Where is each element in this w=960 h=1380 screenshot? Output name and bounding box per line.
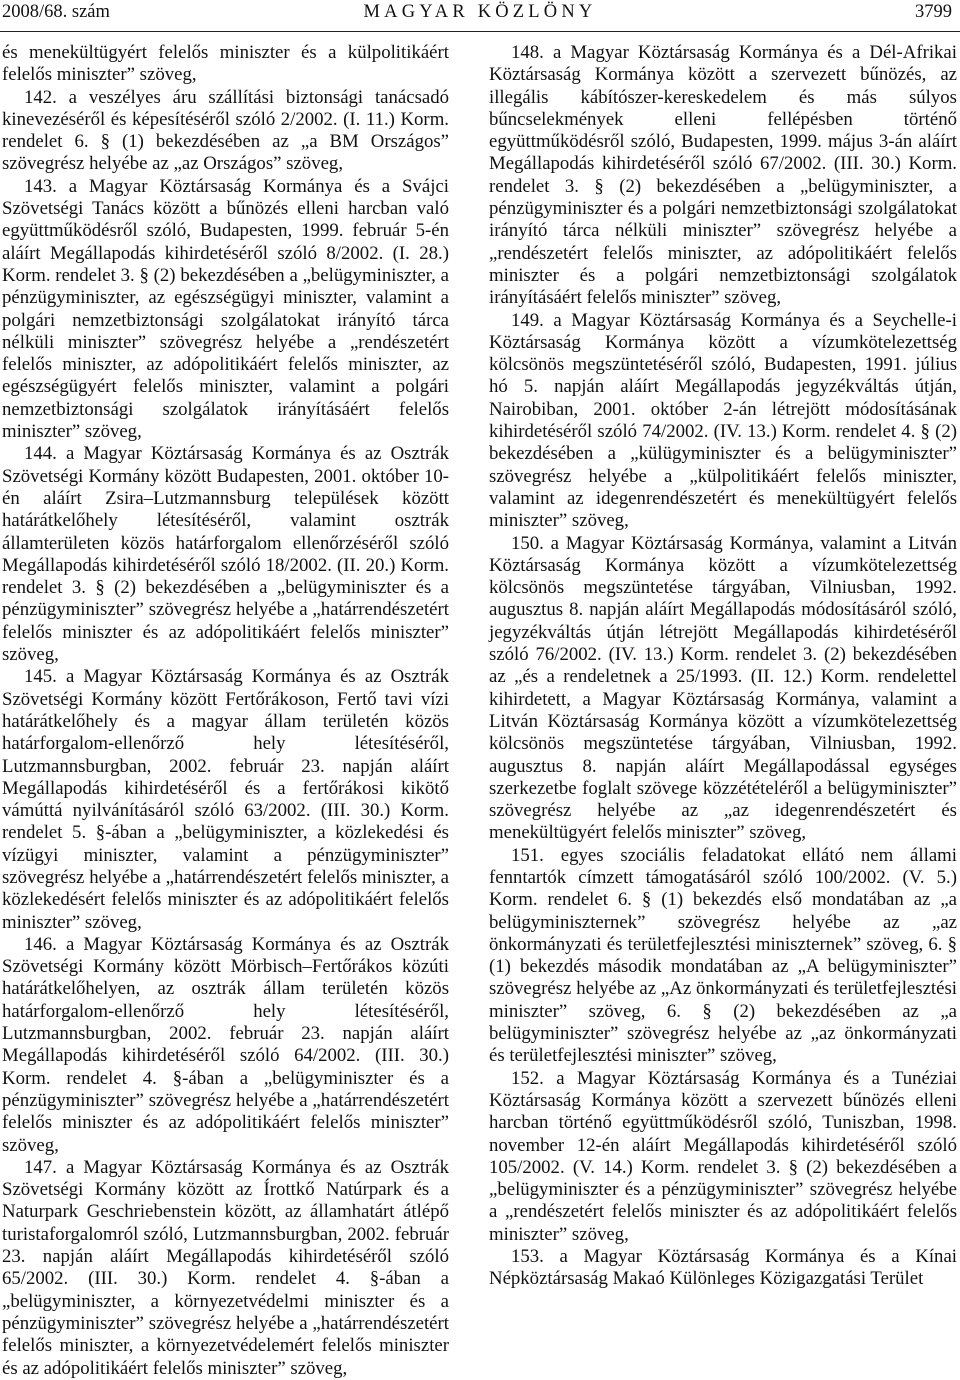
paragraph-continued: és menekültügyért felelős miniszter és a külpolitikáért felelős miniszter” szöveg,: [2, 42, 449, 86]
publication-title: MAGYAR KÖZLÖNY: [363, 2, 597, 22]
page-number: 3799: [915, 2, 952, 22]
paragraph-152: 152. a Magyar Köztársaság Kormánya és a Tunéziai Köztársaság Kormánya között a szervezett bűnözés elleni harcban történő együttműködésről szóló, Tuniszban, 1998. november 12-én aláírt Megállapodás kihirdetéséről szóló 105/2002. (V. 14.) Korm. rendelet 3. § (2) bekezdésében a „belügyminiszter és a pénzügyminiszter” szövegrész helyébe a „rendészetért felelős miniszter és az adópolitikáért felelős miniszter” szöveg,: [489, 1067, 957, 1245]
page-header: [0, 0, 960, 28]
left-column: [2, 42, 449, 1380]
right-column: [489, 42, 957, 1291]
issue-number: 2008/68. szám: [2, 2, 110, 22]
paragraph-148: 148. a Magyar Köztársaság Kormánya és a Dél-Afrikai Köztársaság Kormánya között a szervezett bűnözés, az illegális kábítószer-kereskedelem és más súlyos bűncselekmények elleni fellépésben történő együttműködésről szóló, Budapesten, 1999. május 3-án aláírt Megállapodás kihirdetéséről szóló 67/2002. (III. 30.) Korm. rendelet 3. § (2) bekezdésében a „belügyminiszter, a pénzügyminiszter és a polgári nemzetbiztonsági szolgálatokat irányító tárca nélküli miniszter” szövegrész helyébe a „rendészetért felelős miniszter, az adópolitikáért felelős miniszter és a polgári nemzetbiztonsági szolgálatok irányításáért felelős miniszter” szöveg,: [489, 42, 957, 309]
paragraph-147: 147. a Magyar Köztársaság Kormánya és az Osztrák Szövetségi Kormány között az Írottkő Natúrpark és a Naturpark Geschriebenstein között, az államhatárt átlépő turistaforgalomról szóló, Lutzmannsburgban, 2002. február 23. napján aláírt Megállapodás kihirdetéséről szóló 65/2002. (III. 30.) Korm. rendelet 4. §-ában a „belügyminiszter, a környezetvédelmi miniszter és a pénzügyminiszter” szövegrész helyébe a „határrendészetért felelős miniszter, a környezetvédelemért felelős miniszter és az adópolitikáért felelős miniszter” szöveg,: [2, 1156, 449, 1379]
paragraph-149: 149. a Magyar Köztársaság Kormánya és a Seychelle-i Köztársaság Kormánya között a vízumkötelezettség kölcsönös megszüntetéséről szóló, Budapesten, 1991. július hó 5. napján aláírt Megállapodás jegyzékváltás útján, Nairobiban, 2001. október 2-án létrejött módosításának kihirdetéséről szóló 74/2002. (IV. 13.) Korm. rendelet 4. § (2) bekezdésében a „külügyminiszter és a belügyminiszter” szövegrész helyébe a „külpolitikáért felelős miniszter, valamint az idegenrendészetért és menekültügyért felelős miniszter” szöveg,: [489, 309, 957, 532]
paragraph-144: 144. a Magyar Köztársaság Kormánya és az Osztrák Szövetségi Kormány között Budapesten, 2001. október 10-én aláírt Zsira–Lutzmannsburg települések között határátkelőhely létesítéséről, valamint osztrák államterületen közös határforgalom ellenőrzéséről szóló Megállapodás kihirdetéséről szóló 18/2002. (II. 20.) Korm. rendelet 3. § (2) bekezdésében a „belügyminiszter és a pénzügyminiszter” szövegrész helyébe a „határrendészetért felelős miniszter és az adópolitikáért felelős miniszter” szöveg,: [2, 443, 449, 666]
paragraph-143: 143. a Magyar Köztársaság Kormánya és a Svájci Szövetségi Tanács között a bűnözés elleni harcban való együttműködésről szóló, Budapesten, 1999. február 5-én aláírt Megállapodás kihirdetéséről szóló 8/2002. (I. 28.) Korm. rendelet 3. § (2) bekezdésében a „belügyminiszter, a pénzügyminiszter, az egészségügyi miniszter, valamint a polgári nemzetbiztonsági szolgálatokat irányító tárca nélküli miniszter” szövegrész helyébe a „rendészetért felelős miniszter, az adópolitikáért felelős miniszter, az egészségügyért felelős miniszter, valamint a polgári nemzetbiztonsági szolgálatok irányításáért felelős miniszter” szöveg,: [2, 175, 449, 443]
paragraph-151: 151. egyes szociális feladatokat ellátó nem állami fenntartók címzett támogatásáról szóló 100/2002. (V. 5.) Korm. rendelet 6. § (1) bekezdés első mondatában az „a belügyminiszternek” szövegrész helyébe az „az önkormányzati és területfejlesztési miniszternek” szöveg, 6. § (1) bekezdés második mondatában az „A belügyminiszter” szövegrész helyébe az „Az önkormányzati és területfejlesztési miniszter” szöveg, 6. § (2) bekezdésében az „a belügyminiszter” szövegrész helyébe az „az önkormányzati és területfejlesztési miniszter” szöveg,: [489, 844, 957, 1067]
paragraph-150: 150. a Magyar Köztársaság Kormánya, valamint a Litván Köztársaság Kormánya között a vízumkötelezettség kölcsönös megszüntetése tárgyában, Vilniusban, 1992. augusztus 8. napján aláírt Megállapodás módosításáról szóló, jegyzékváltás útján létrejött Megállapodás kihirdetéséről szóló 76/2002. (IV. 13.) Korm. rendelet 3. (2) bekezdésében az „és a rendeletnek a 25/1993. (II. 12.) Korm. rendelettel kihirdetett, a Magyar Köztársaság Kormánya, valamint a Litván Köztársaság Kormánya között a vízumkötelezettség kölcsönös megszüntetése tárgyában, Vilniusban, 1992. augusztus 8. napján aláírt Megállapodással egységes szerkezetbe foglalt szövege közzétételéről a belügyminiszter” szövegrész helyébe az „az idegenrendészetért és menekültügyért felelős miniszter” szöveg,: [489, 532, 957, 844]
paragraph-146: 146. a Magyar Köztársaság Kormánya és az Osztrák Szövetségi Kormány között Mörbisch–Fertőrákos közúti határátkelőhelyen, az osztrák állam területén közös határforgalom-ellenőrző hely létesítéséről, Lutzmannsburgban, 2002. február 23. napján aláírt Megállapodás kihirdetéséről szóló 64/2002. (III. 30.) Korm. rendelet 4. §-ában a „belügyminiszter és a pénzügyminiszter” szövegrész helyébe a „határrendészetért felelős miniszter és az adópolitikáért felelős miniszter” szöveg,: [2, 933, 449, 1156]
paragraph-142: 142. a veszélyes áru szállítási biztonsági tanácsadó kinevezéséről és képesítéséről szóló 2/2002. (I. 11.) Korm. rendelet 6. § (1) bekezdésében az „a BM Országos” szövegrész helyébe az „az Országos” szöveg,: [2, 86, 449, 175]
paragraph-145: 145. a Magyar Köztársaság Kormánya és az Osztrák Szövetségi Kormány között Fertőrákoson, Fertő tavi vízi határátkelőhely és a magyar állam területén közös határforgalom-ellenőrző hely létesítéséről, Lutzmannsburgban, 2002. február 23. napján aláírt Megállapodás kihirdetéséről és a fertőrákosi kikötő vámúttá nyilvánításáról szóló 63/2002. (III. 30.) Korm. rendelet 5. §-ában a „belügyminiszter, a közlekedési és vízügyi miniszter, valamint a pénzügyminiszter” szövegrész helyébe a „határrendészetért felelős miniszter, a közlekedésért felelős miniszter és az adópolitikáért felelős miniszter” szöveg,: [2, 666, 449, 933]
paragraph-153: 153. a Magyar Köztársaság Kormánya és a Kínai Népköztársaság Makaó Különleges Közigazgatási Terület: [489, 1246, 957, 1290]
header-divider: [0, 31, 960, 32]
